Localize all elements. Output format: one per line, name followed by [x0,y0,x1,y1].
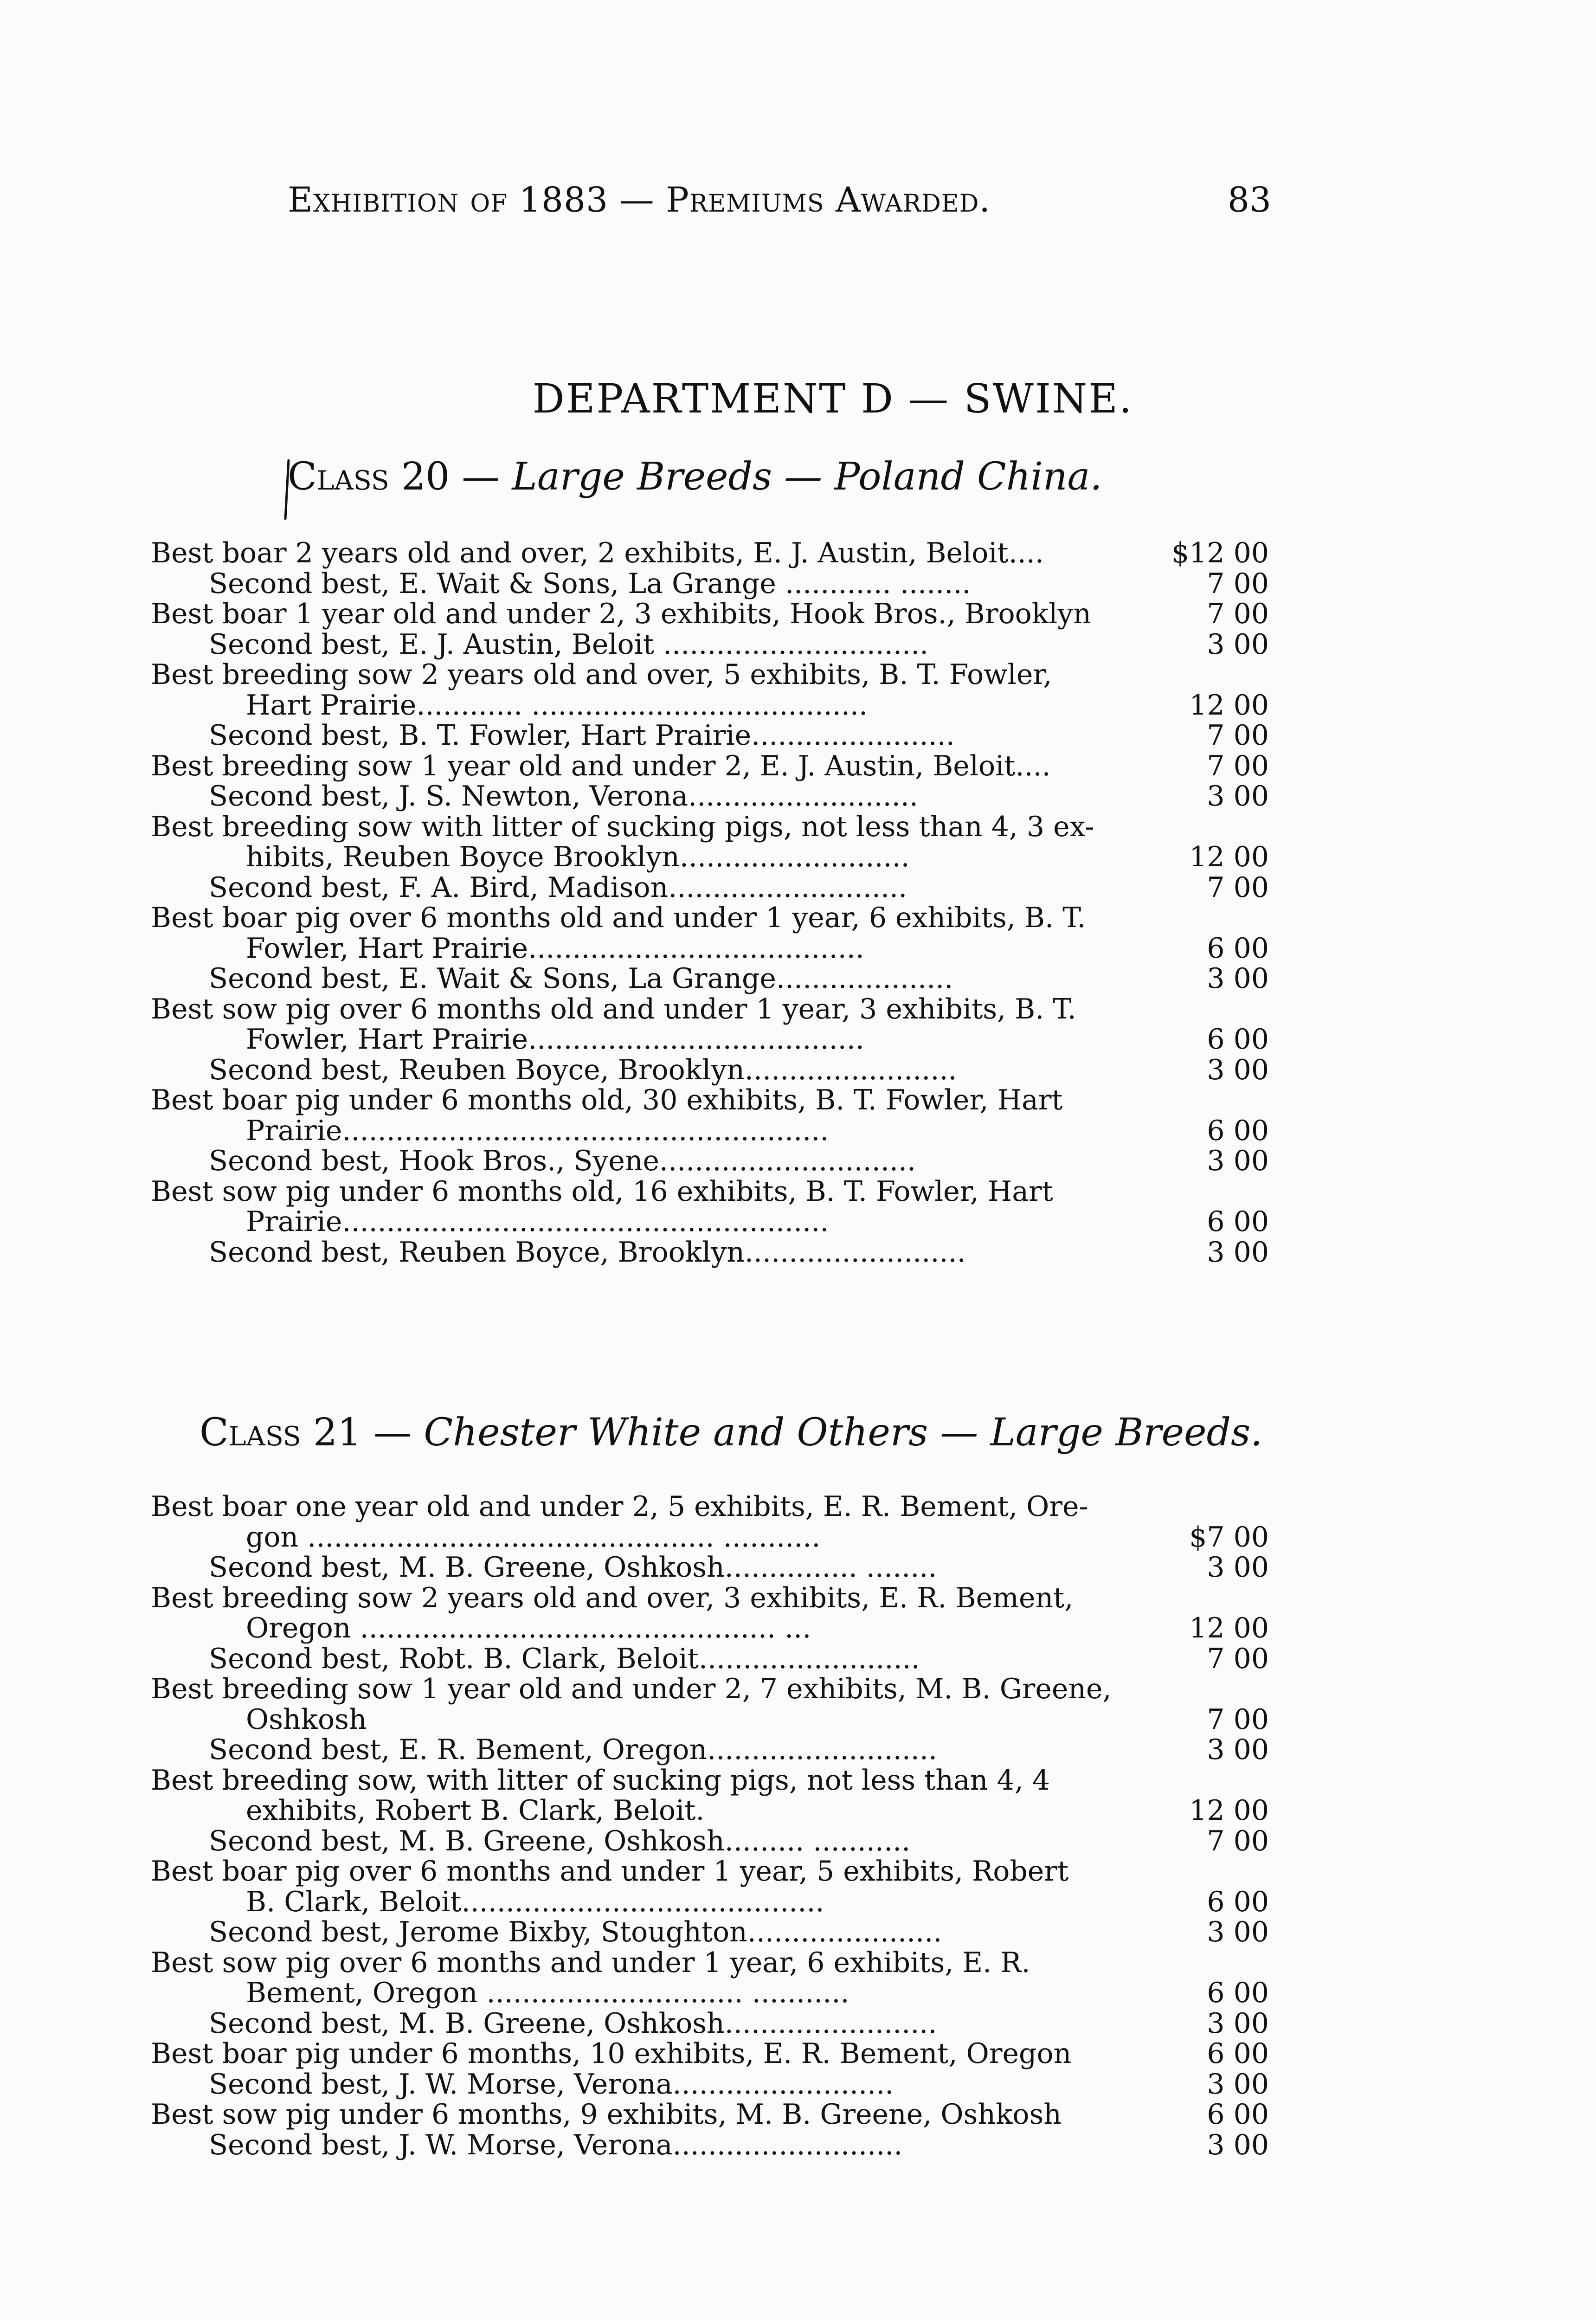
premium-entry-text: Second best, Reuben Boyce, Brooklyn........................ [209,1053,957,1086]
premium-line [151,1613,1269,1644]
premium-amount: 3 00 [1207,1551,1269,1584]
premium-amount: 3 00 [1207,780,1269,812]
premium-entry-text: Second best, Robt. B. Clark, Beloit......................... [209,1642,920,1675]
premium-amount: $7 00 [1189,1521,1269,1553]
premium-entry-text: exhibits, Robert B. Clark, Beloit. [246,1794,705,1827]
running-header [288,180,1271,231]
premium-line [151,994,1269,1025]
premium-line [151,1978,1269,2009]
premium-entry-text: Second best, E. J. Austin, Beloit .............................. [209,628,929,661]
premium-entry-text: gon .............................................. ........... [246,1521,821,1553]
department-heading: DEPARTMENT D — SWINE. [532,376,1133,422]
premium-line [151,538,1269,569]
premium-line [151,569,1269,599]
premium-entry-text: Second best, M. B. Greene, Oshkosh........................ [209,2007,937,2040]
premium-line [151,1146,1269,1177]
premium-line [151,1917,1269,1948]
premium-entry-text: Best breeding sow 1 year old and under 2, E. J. Austin, Beloit.... [151,749,1051,782]
premium-line [151,2100,1269,2130]
premium-amount: 6 00 [1207,2098,1269,2131]
premium-amount: 6 00 [1207,2037,1269,2070]
class-20-label: Class 20 [288,455,450,499]
premium-line [151,599,1269,630]
class-21-subtitle: Chester White and Others — Large Breeds. [424,1411,1263,1455]
premium-amount: 6 00 [1207,932,1269,965]
premium-amount: 7 00 [1207,1824,1269,1857]
premium-line [151,1553,1269,1583]
class-21-premium-list [151,1492,1269,2160]
premium-entry-text: Bement, Oregon ............................. ........... [246,1977,849,2009]
premium-entry-text: B. Clark, Beloit......................................... [246,1885,824,1918]
premium-entry-text: Best breeding sow with litter of sucking pigs, not less than 4, 3 ex- [151,810,1094,843]
premium-line [151,1826,1269,1857]
premium-entry-text: Hart Prairie............ ...................................... [246,689,868,722]
premium-line [151,1766,1269,1796]
premium-entry-text: Fowler, Hart Prairie...................................... [246,932,864,965]
premium-line [151,721,1269,751]
premium-line [151,1705,1269,1735]
premium-line [151,1796,1269,1826]
premium-line [151,630,1269,660]
premium-line [151,1207,1269,1237]
premium-line [151,903,1269,934]
premium-amount: 7 00 [1207,1703,1269,1736]
class-21-heading [200,1411,1262,1455]
premium-amount: 3 00 [1207,1053,1269,1086]
premium-amount: 3 00 [1207,2068,1269,2101]
premium-amount: 7 00 [1207,1642,1269,1675]
premium-amount: 7 00 [1207,871,1269,904]
premium-entry-text: Prairie....................................................... [246,1205,829,1238]
premium-entry-text: Second best, F. A. Bird, Madison........................... [209,871,907,904]
premium-entry-text: Oregon ............................................... ... [246,1612,811,1644]
premium-amount: 3 00 [1207,962,1269,995]
premium-entry-text: Second best, Reuben Boyce, Brooklyn......................... [209,1236,966,1269]
premium-entry-text: Oshkosh [246,1703,367,1736]
premium-line [151,781,1269,812]
premium-line [151,1085,1269,1116]
premium-entry-text: Best breeding sow 2 years old and over, 5 exhibits, B. T. Fowler, [151,658,1052,691]
premium-line [151,812,1269,843]
premium-entry-text: Second best, Jerome Bixby, Stoughton...................... [209,1916,942,1948]
premium-amount: 6 00 [1207,1205,1269,1238]
class-20-subtitle: Large Breeds — Poland China. [512,455,1102,499]
premium-amount: 6 00 [1207,1114,1269,1147]
premium-entry-text: Best boar pig under 6 months, 10 exhibits, E. R. Bement, Oregon [151,2037,1072,2070]
premium-entry-text: Second best, E. Wait & Sons, La Grange.................... [209,962,953,995]
premium-entry-text: Best boar pig over 6 months old and under 1 year, 6 exhibits, B. T. [151,902,1086,934]
premium-entry-text: Second best, J. S. Newton, Verona.......................... [209,780,918,812]
premium-line [151,690,1269,721]
premium-entry-text: Best breeding sow 1 year old and under 2, 7 exhibits, M. B. Greene, [151,1673,1112,1705]
premium-amount: 12 00 [1189,1794,1269,1827]
premium-amount: 3 00 [1207,1734,1269,1766]
premium-line [151,1583,1269,1614]
premium-amount: 3 00 [1207,2007,1269,2040]
premium-line [151,1887,1269,1918]
premium-entry-text: Best sow pig over 6 months old and under 1 year, 3 exhibits, B. T. [151,992,1076,1025]
premium-entry-text: Prairie....................................................... [246,1114,829,1147]
class-20-heading [288,455,1102,499]
premium-line [151,660,1269,690]
premium-line [151,1177,1269,1207]
premium-entry-text: Best boar pig under 6 months old, 30 exhibits, B. T. Fowler, Hart [151,1084,1063,1116]
premium-amount: 7 00 [1207,749,1269,782]
premium-line [151,873,1269,903]
premium-line [151,1055,1269,1086]
premium-entry-text: Best sow pig under 6 months, 9 exhibits, M. B. Greene, Oshkosh [151,2098,1062,2131]
class-21-label: Class 21 [200,1411,362,1455]
premium-entry-text: Fowler, Hart Prairie...................................... [246,1023,864,1056]
premium-amount: 7 00 [1207,567,1269,600]
premium-amount: 3 00 [1207,628,1269,661]
premium-entry-text: hibits, Reuben Boyce Brooklyn.......................... [246,841,910,873]
class-20-premium-list [151,538,1269,1268]
premium-amount: 6 00 [1207,1977,1269,2009]
premium-amount: 7 00 [1207,598,1269,630]
premium-line [151,1237,1269,1268]
premium-line [151,1025,1269,1055]
premium-entry-text: Second best, B. T. Fowler, Hart Prairie....................... [209,719,955,752]
class-21-separator: — [361,1411,424,1455]
premium-amount: 3 00 [1207,2128,1269,2161]
page-number: 83 [1227,180,1271,220]
premium-line [151,842,1269,873]
premium-amount: 3 00 [1207,1916,1269,1948]
premium-line [151,2009,1269,2039]
premium-amount: 7 00 [1207,719,1269,752]
premium-line [151,1948,1269,1978]
premium-entry-text: Best boar 1 year old and under 2, 3 exhibits, Hook Bros., Brooklyn [151,598,1091,630]
premium-line [151,1116,1269,1147]
premium-line [151,1492,1269,1522]
premium-entry-text: Second best, E. Wait & Sons, La Grange ............ ........ [209,567,971,600]
premium-line [151,2130,1269,2161]
premium-entry-text: Second best, M. B. Greene, Oshkosh......... ........... [209,1824,911,1857]
premium-entry-text: Best boar pig over 6 months and under 1 year, 5 exhibits, Robert [151,1855,1069,1888]
premium-line [151,934,1269,964]
premium-entry-text: Second best, M. B. Greene, Oshkosh............... ........ [209,1551,937,1584]
premium-line [151,1644,1269,1675]
premium-entry-text: Best boar 2 years old and over, 2 exhibits, E. J. Austin, Beloit.... [151,537,1044,569]
premium-line [151,1522,1269,1553]
premium-line [151,1856,1269,1887]
premium-amount: 3 00 [1207,1236,1269,1269]
premium-amount: 12 00 [1189,841,1269,873]
premium-entry-text: Second best, J. W. Morse, Verona.......................... [209,2128,903,2161]
premium-entry-text: Second best, E. R. Bement, Oregon.......................... [209,1734,938,1766]
premium-entry-text: Best breeding sow, with litter of sucking pigs, not less than 4, 4 [151,1764,1050,1797]
premium-line [151,1735,1269,1766]
premium-amount: 12 00 [1189,1612,1269,1644]
premium-entry-text: Best boar one year old and under 2, 5 exhibits, E. R. Bement, Ore- [151,1490,1088,1523]
premium-line [151,1674,1269,1705]
running-title: Exhibition of 1883 — Premiums Awarded. [288,180,991,220]
premium-entry-text: Best sow pig under 6 months old, 16 exhibits, B. T. Fowler, Hart [151,1175,1053,1208]
premium-line [151,751,1269,782]
premium-entry-text: Second best, J. W. Morse, Verona......................... [209,2068,894,2101]
premium-entry-text: Best breeding sow 2 years old and over, 3 exhibits, E. R. Bement, [151,1581,1074,1614]
premium-line [151,2039,1269,2069]
premium-amount: 3 00 [1207,1145,1269,1177]
premium-amount: 6 00 [1207,1885,1269,1918]
premium-entry-text: Best sow pig over 6 months and under 1 year, 6 exhibits, E. R. [151,1946,1030,1979]
premium-line [151,2069,1269,2100]
premium-amount: 6 00 [1207,1023,1269,1056]
class-20-separator: — [450,455,512,499]
premium-amount: $12 00 [1171,537,1269,569]
premium-entry-text: Second best, Hook Bros., Syene............................. [209,1145,916,1177]
premium-amount: 12 00 [1189,689,1269,722]
premium-line [151,964,1269,994]
